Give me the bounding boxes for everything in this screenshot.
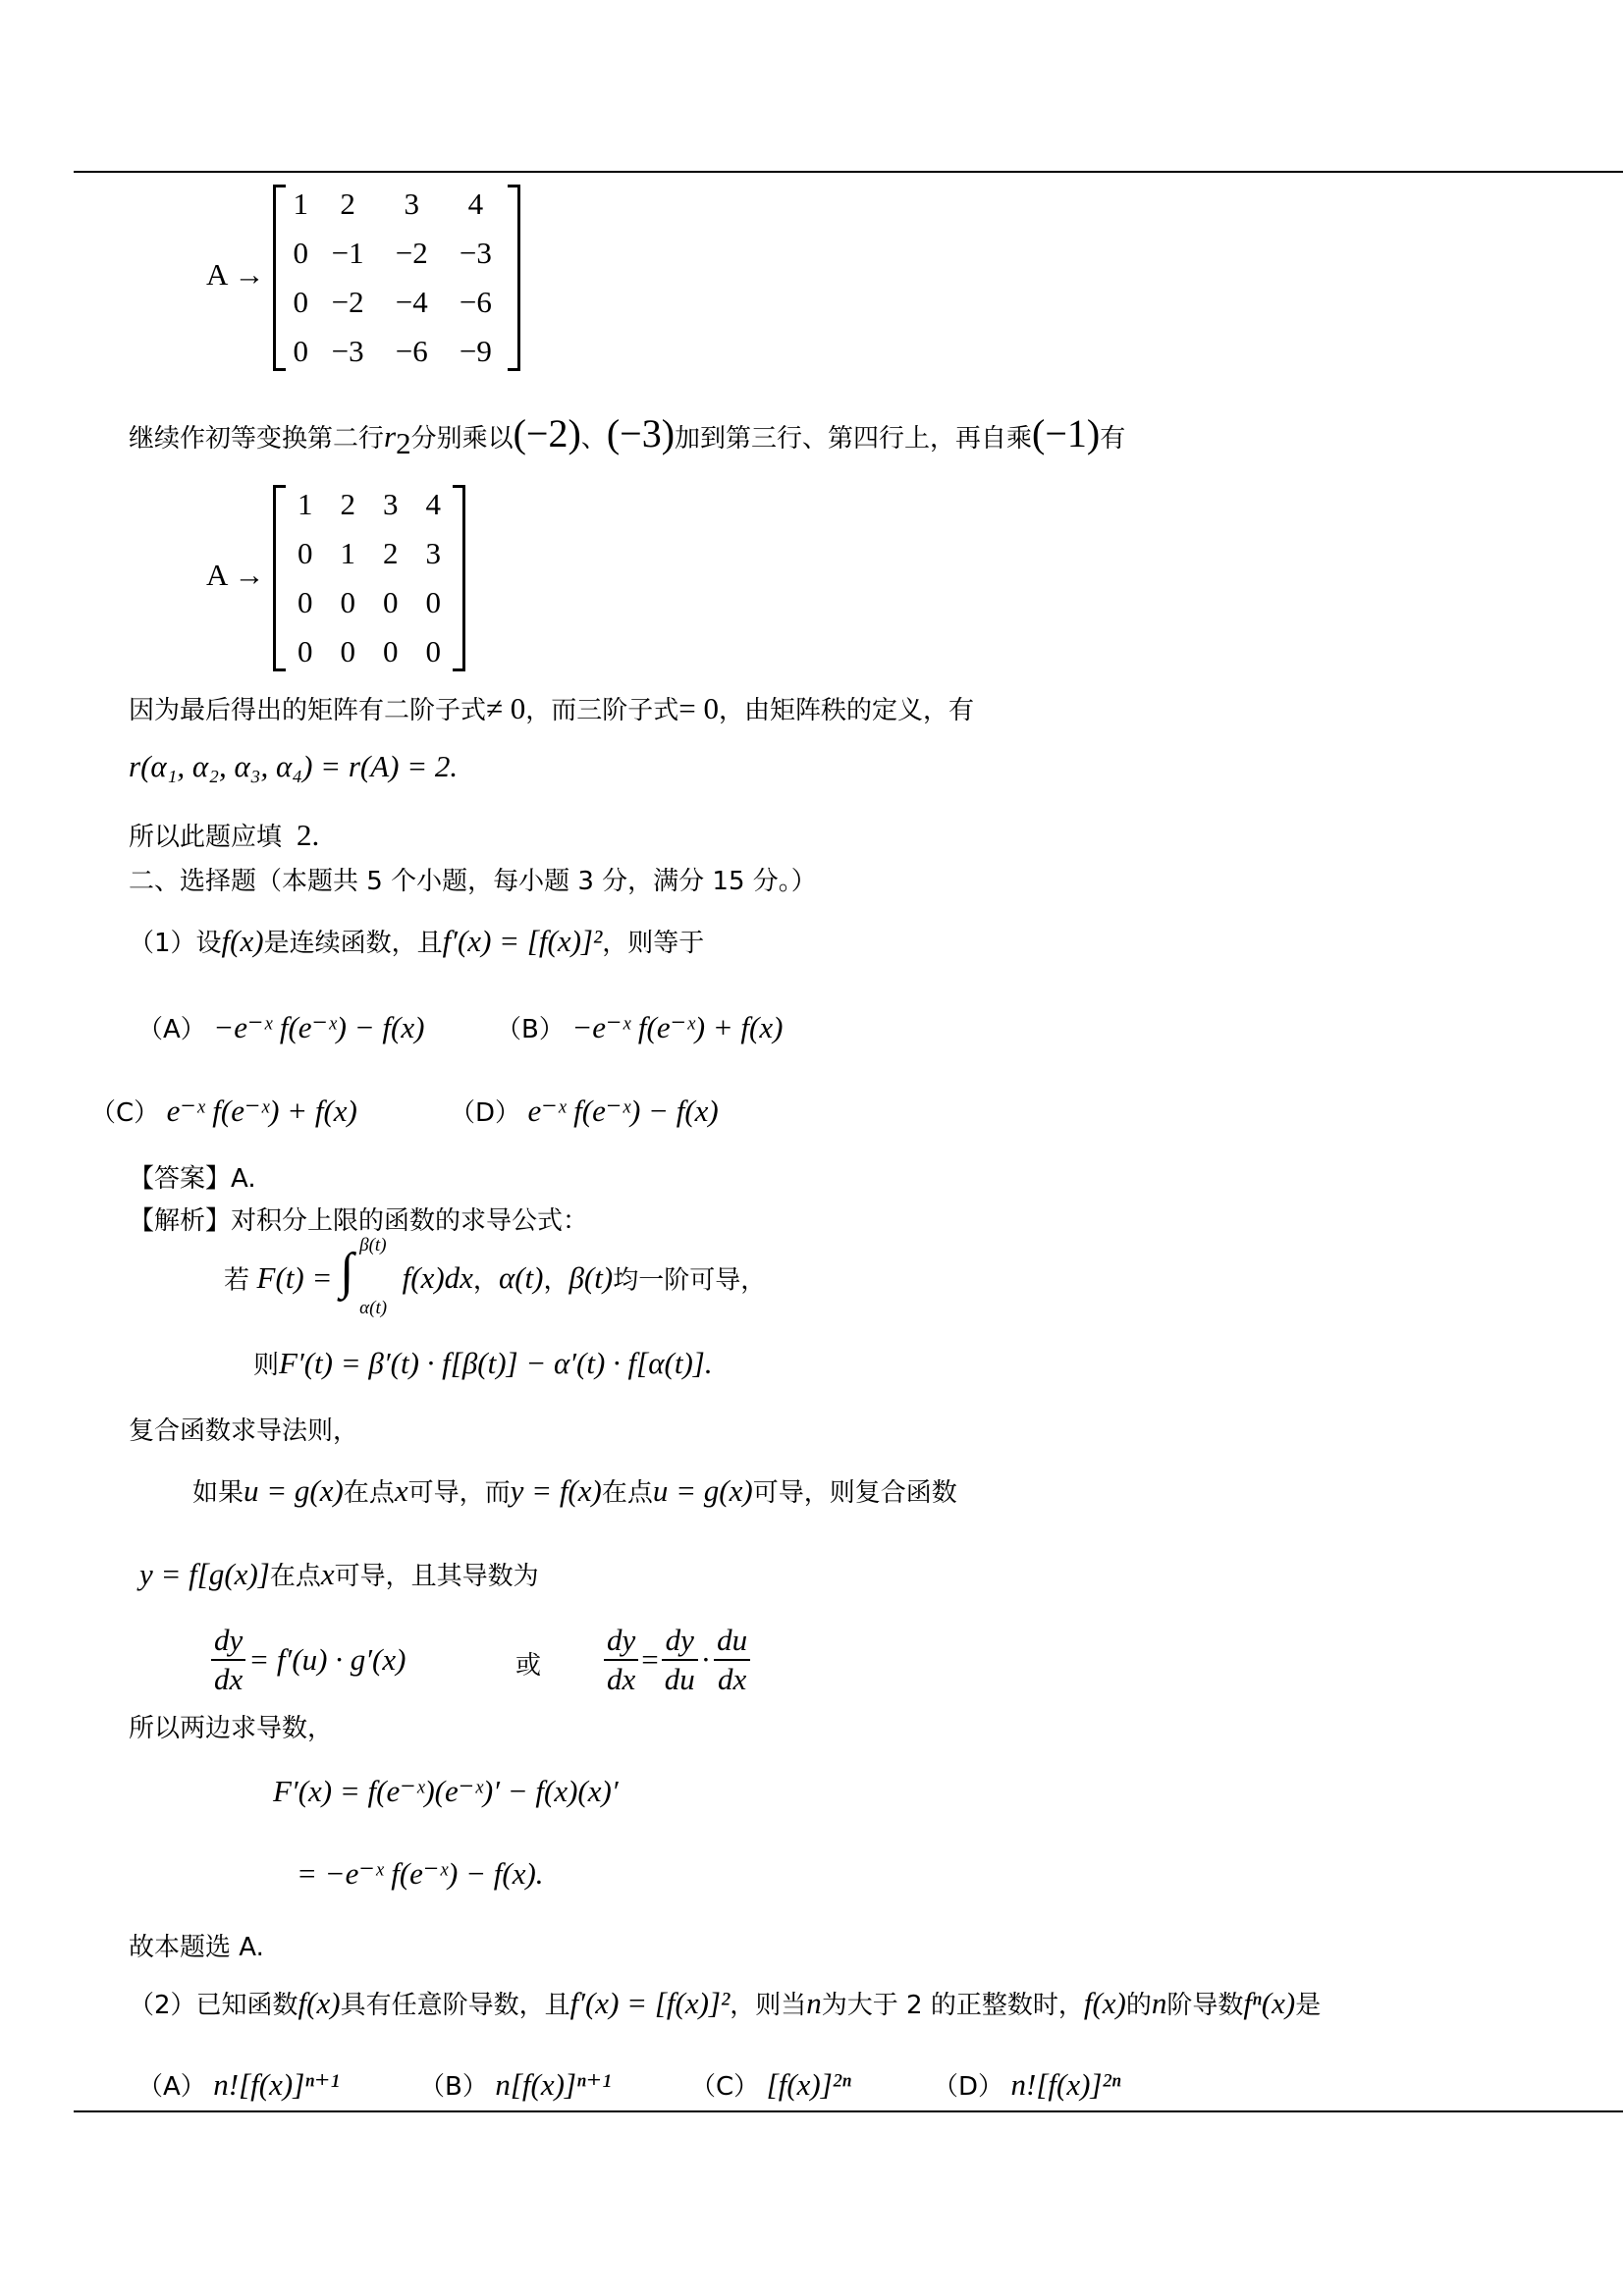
matrix-cell: 2 (340, 187, 355, 221)
q2-option-c: （C） [f(x)]²ⁿ (690, 2067, 851, 2102)
conclusion: 故本题选 A. (129, 1933, 264, 1962)
matrix-cell: 2 (383, 536, 399, 570)
matrix-row (286, 278, 508, 327)
matrix-cell: 0 (298, 585, 313, 619)
matrix-row (286, 229, 508, 278)
matrix-cell: 0 (383, 585, 399, 619)
composite-function: y = f[g(x)]在点x可导，且其导数为 (139, 1557, 539, 1591)
matrix-row (284, 627, 455, 676)
matrix-label: A → (206, 257, 265, 292)
chain-rule-title: 复合函数求导法则， (129, 1416, 359, 1446)
matrix-cell: 3 (383, 487, 399, 521)
option-c: （C） e⁻ˣ f(e⁻ˣ) + f(x) (90, 1094, 357, 1128)
q2-option-d: （D） n![f(x)]²ⁿ (933, 2067, 1121, 2102)
rank-sentence: 因为最后得出的矩阵有二阶子式≠ 0，而三阶子式= 0，由矩阵秩的定义，有 (129, 691, 975, 725)
matrix-row (284, 529, 455, 578)
or-text: 或 (515, 1651, 542, 1681)
answer: 【答案】A. (129, 1164, 256, 1194)
matrix-cell: −4 (395, 285, 428, 319)
matrix-cell: 0 (298, 634, 313, 668)
matrix-row (286, 180, 508, 229)
chain-rule-statement: 如果u = g(x)在点x可导，而y = f(x)在点u = g(x)可导，则复合函数 (192, 1473, 957, 1508)
matrix-cell: 0 (340, 585, 355, 619)
matrix-cell: 2 (340, 487, 355, 521)
question-2-stem: （2）已知函数f(x)具有任意阶导数，且f′(x) = [f(x)]²，则当n为大于 2 的正整数时，f(x)的n阶导数fⁿ(x)是 (129, 1986, 1322, 2020)
matrix-cell: 1 (298, 487, 313, 521)
option-d: （D） e⁻ˣ f(e⁻ˣ) − f(x) (450, 1094, 719, 1128)
matrix-2 (273, 485, 465, 671)
matrix-cell: 1 (340, 536, 355, 570)
matrix-row (284, 578, 455, 627)
matrix-cell: −6 (395, 334, 428, 368)
leibniz-rule: 则F′(t) = β′(t) · f[β(t)] − α′(t) · f[α(t)]. (253, 1346, 713, 1380)
matrix-cell: 3 (425, 536, 441, 570)
matrix-cell: 1 (293, 187, 309, 221)
option-b: （B） −e⁻ˣ f(e⁻ˣ) + f(x) (496, 1010, 784, 1044)
matrix-row (284, 480, 455, 529)
chain-rule-formula-1: $\frac{dy}{dx}$ = f′(u) · g′(x) (208, 1622, 406, 1698)
integral-definition: 若 F(t) = ∫ β(t) α(t) f(x)dx，α(t)，β(t)均一阶可导， (224, 1235, 767, 1318)
matrix-cell: −3 (331, 334, 364, 368)
matrix-cell: −9 (459, 334, 492, 368)
matrix-cell: 0 (298, 536, 313, 570)
matrix-cell: 0 (383, 634, 399, 668)
matrix-cell: −2 (395, 236, 428, 270)
analysis: 【解析】对积分上限的函数的求导公式： (129, 1206, 589, 1236)
both-sides-text: 所以两边求导数， (129, 1714, 334, 1743)
matrix-cell: −2 (331, 285, 364, 319)
fill-answer: 所以此题应填 2. (129, 818, 320, 852)
matrix-label: A → (206, 558, 265, 592)
matrix-cell: 0 (425, 634, 441, 668)
matrix-cell: −1 (331, 236, 364, 270)
rank-formula: r(α₁, α₂, α₃, α₄) = r(A) = 2. (129, 749, 459, 783)
matrix-cell: 3 (404, 187, 420, 221)
matrix-cell: 0 (425, 585, 441, 619)
matrix-row (286, 327, 508, 376)
matrix-cell: 0 (293, 285, 309, 319)
derivative-step-1: F′(x) = f(e⁻ˣ)(e⁻ˣ)′ − f(x)(x)′ (273, 1774, 619, 1808)
section-heading: 二、选择题（本题共 5 个小题，每小题 3 分，满分 15 分。） (129, 867, 817, 896)
question-1-stem: （1）设f(x)是连续函数，且f′(x) = [f(x)]²，则等于 (129, 924, 705, 958)
matrix-cell: 0 (293, 334, 309, 368)
matrix-cell: 4 (467, 187, 484, 221)
matrix-cell: −6 (459, 285, 492, 319)
matrix-1 (273, 185, 520, 371)
elimination-step: 继续作初等变换第二行$r_2$分别乘以(−2)、(−3)加到第三行、第四行上，再自乘(−1)有 (129, 411, 1126, 460)
matrix-cell: 0 (293, 236, 309, 270)
bottom-rule (74, 2110, 1623, 2112)
chain-rule-formula-2: $\frac{dy}{dx}$ = $\frac{dy}{du}$ · $\frac{du}{dx}$ (601, 1622, 753, 1698)
q2-option-b: （B） n[f(x)]ⁿ⁺¹ (419, 2067, 612, 2102)
derivative-step-2: = −e⁻ˣ f(e⁻ˣ) − f(x). (297, 1856, 544, 1891)
option-a: （A） −e⁻ˣ f(e⁻ˣ) − f(x) (137, 1010, 425, 1044)
matrix-cell: −3 (459, 236, 492, 270)
q2-option-a: （A） n![f(x)]ⁿ⁺¹ (137, 2067, 340, 2102)
matrix-cell: 4 (425, 487, 441, 521)
matrix-cell: 0 (340, 634, 355, 668)
top-rule (74, 171, 1623, 173)
